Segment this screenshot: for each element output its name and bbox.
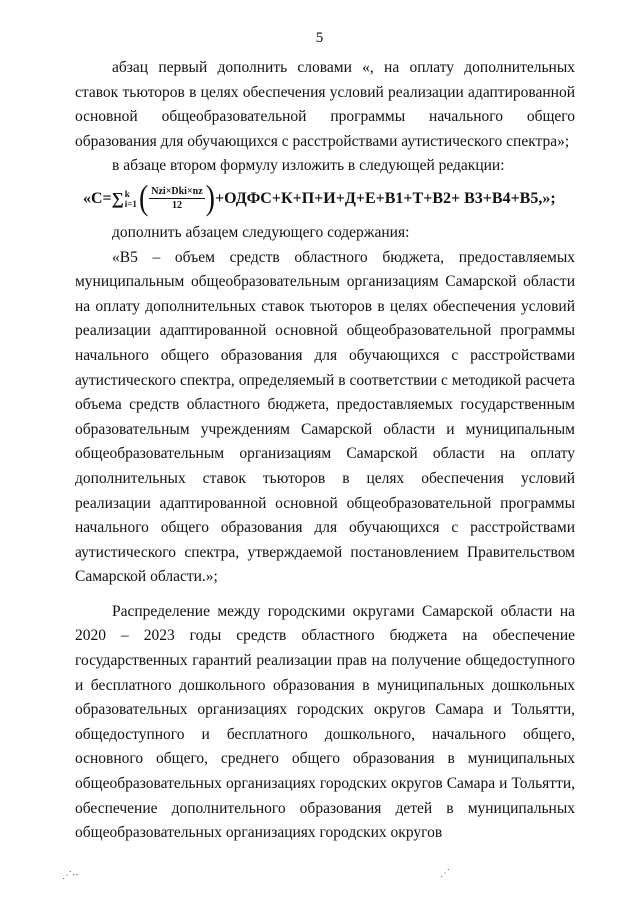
document-body [75, 56, 575, 846]
paragraph-amend-first: абзац первый дополнить словами «, на оплату дополнительных ставок тьюторов в целях обеспечения условий реализации адаптированной основной общеобразовательной программы начального общего образования для обучающихся с расстройствами аутистического спектра»; [75, 59, 575, 150]
page-number: 5 [315, 30, 324, 46]
sum-upper: k [124, 188, 130, 199]
left-paren: ( [138, 178, 149, 218]
paragraph-add-intro: дополнить абзацем следующего содержания: [112, 223, 410, 241]
fraction-numerator: Nzi×Dki×nz [151, 185, 203, 197]
formula [83, 178, 575, 218]
scan-speck-right: ⋰ [440, 868, 450, 879]
scan-speck-left: ⋰⋅⋅ [62, 870, 79, 881]
paragraph-b5-definition: «В5 – объем средств областного бюджета, предоставляемых муниципальным общеобразовательным организациям Самарской области на оплату дополнительных ставок тьюторов в целях обеспечения условий реализации адаптированной основной общеобразовательной программы начального общего образования для обучающихся с расстройствами аутистического спектра, определяемый в соответствии с методикой расчета объема средств областного бюджета, предоставляемых государственным образовательным учреждениям Самарской области и муниципальным общеобразовательным организациям Самарской области на оплату дополнительных ставок тьюторов в целях обеспечения условий реализации адаптированной основной общеобразовательной программы начального общего образования для обучающихся с расстройствами аутистического спектра, утверждаемой постановлением Правительством Самарской области.»; [75, 248, 575, 586]
paragraph-distribution: Распределение между городскими округами Самарской области на 2020 – 2023 годы средств областного бюджета на обеспечение государственных гарантий реализации прав на получение общедоступного и бесплатного дошкольного образования в муниципальных дошкольных образовательных организациях городских округов Самара и Тольятти, общедоступного и бесплатного дошкольного, начального общего, основного общего, среднего общего образования в муниципальных общеобразовательных организациях городских округов Самара и Тольятти, обеспечение дополнительного образования детей в муниципальных общеобразовательных организациях городских округов [75, 602, 575, 842]
sum-sign: ∑ [111, 188, 124, 208]
right-paren: ) [205, 178, 215, 218]
spacer [75, 590, 575, 600]
sum-limits [125, 189, 137, 209]
sum-operator [112, 187, 139, 212]
sum-lower: i=1 [124, 198, 137, 209]
formula-rhs: +ОДФС+К+П+И+Д+Е+В1+Т+В2+ В3+В4+В5,»; [215, 189, 556, 207]
fraction [149, 186, 204, 212]
formula-lhs: «С= [83, 189, 112, 207]
fraction-denominator: 12 [171, 199, 182, 211]
paragraph-formula-intro: в абзаце втором формулу изложить в следующей редакции: [112, 157, 505, 175]
